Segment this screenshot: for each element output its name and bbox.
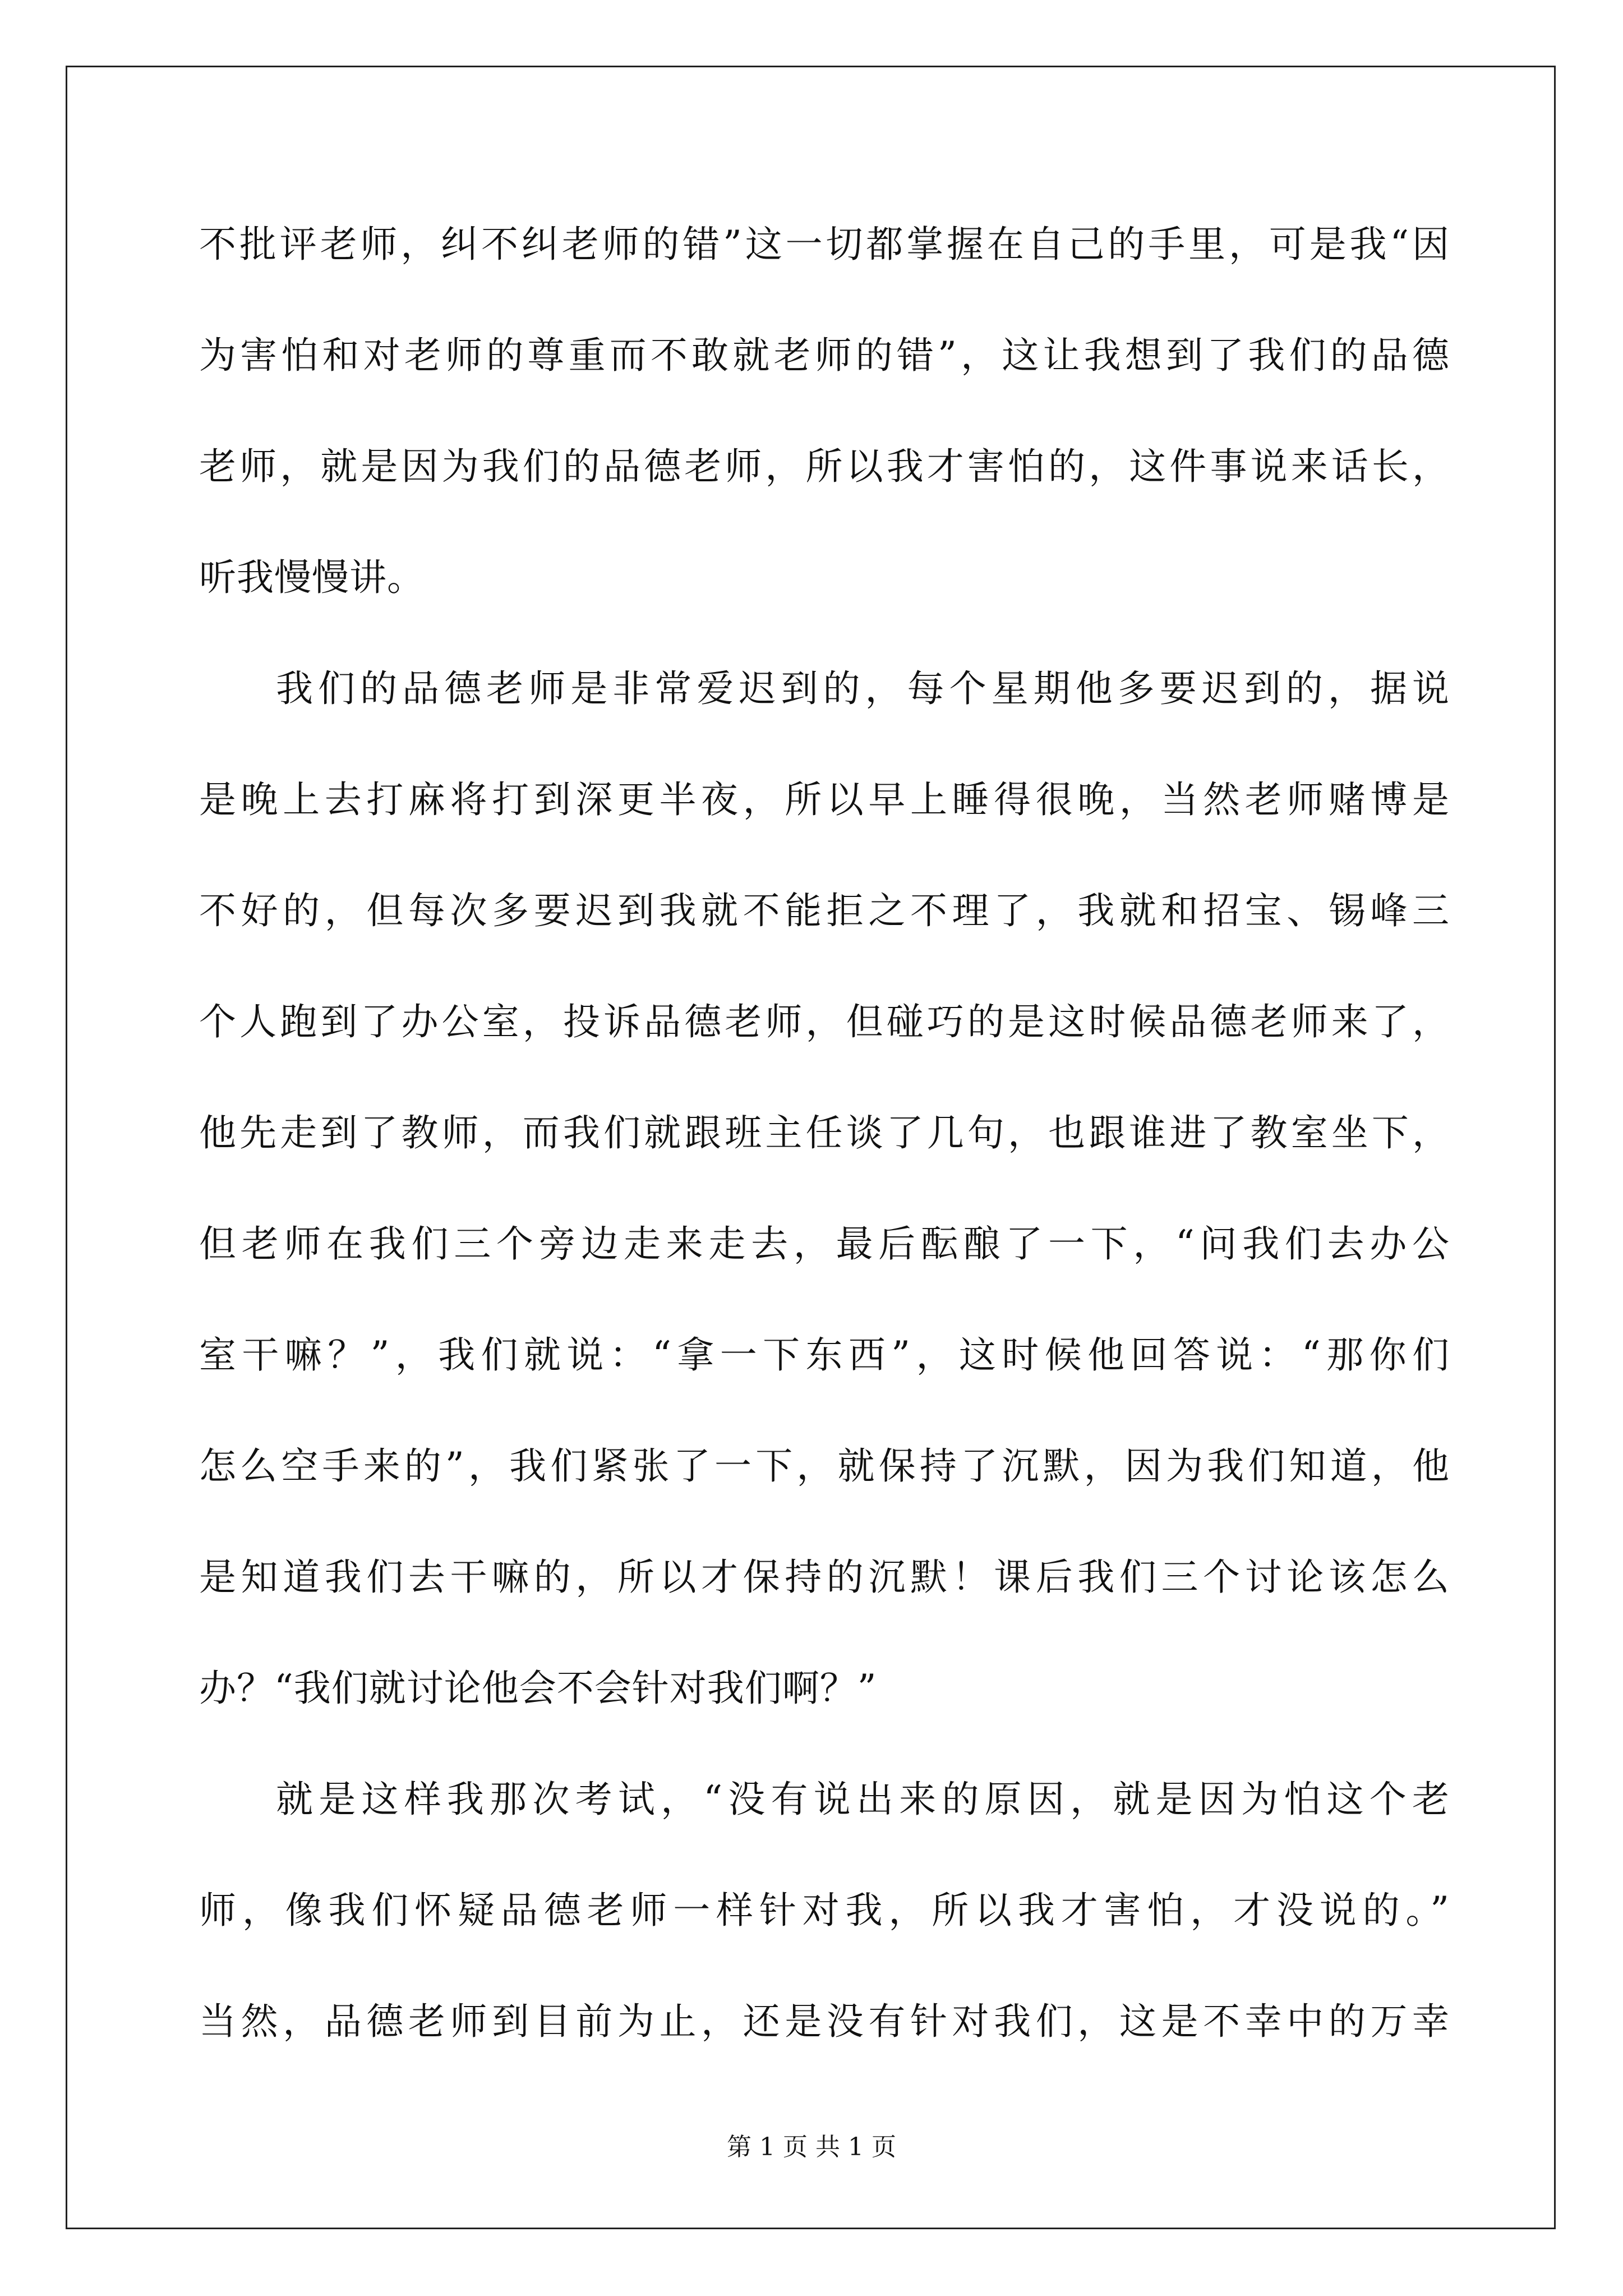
text-line: 就是这样我那次考试，“没有说出来的原因，就是因为怕这个老 — [276, 1778, 1450, 1821]
text-line: 不好的，但每次多要迟到我就不能拒之不理了，我就和招宝、锡峰三 — [199, 889, 1450, 932]
text-line: 但老师在我们三个旁边走来走去，最后酝酿了一下，“问我们去办公 — [199, 1222, 1450, 1266]
text-line: 我们的品德老师是非常爱迟到的，每个星期他多要迟到的，据说 — [276, 667, 1450, 710]
text-line: 室干嘛？”，我们就说：“拿一下东西”，这时候他回答说：“那你们 — [199, 1333, 1450, 1377]
text-line: 怎么空手来的”，我们紧张了一下，就保持了沉默，因为我们知道，他 — [199, 1444, 1450, 1488]
text-line: 个人跑到了办公室，投诉品德老师，但碰巧的是这时候品德老师来了， — [199, 1000, 1450, 1043]
text-line: 听我慢慢讲。 — [199, 556, 425, 599]
text-line: 为害怕和对老师的尊重而不敢就老师的错”，这让我想到了我们的品德 — [199, 334, 1450, 377]
text-line: 师，像我们怀疑品德老师一样针对我，所以我才害怕，才没说的。” — [199, 1889, 1450, 1932]
text-line: 老师，就是因为我们的品德老师，所以我才害怕的，这件事说来话长， — [199, 445, 1450, 488]
text-line: 他先走到了教师，而我们就跟班主任谈了几句，也跟谁进了教室坐下， — [199, 1111, 1450, 1154]
text-line: 不批评老师，纠不纠老师的错”这一切都掌握在自己的手里，可是我“因 — [199, 223, 1450, 266]
page-number-footer: 第 1 页 共 1 页 — [727, 2133, 896, 2161]
text-line: 办？“我们就讨论他会不会针对我们啊？” — [199, 1667, 877, 1710]
document-body — [199, 211, 1450, 2099]
text-line: 是晚上去打麻将打到深更半夜，所以早上睡得很晚，当然老师赌博是 — [199, 778, 1450, 821]
text-line: 当然，品德老师到目前为止，还是没有针对我们，这是不幸中的万幸 — [199, 2000, 1450, 2043]
text-line: 是知道我们去干嘛的，所以才保持的沉默！课后我们三个讨论该怎么 — [199, 1556, 1450, 1599]
